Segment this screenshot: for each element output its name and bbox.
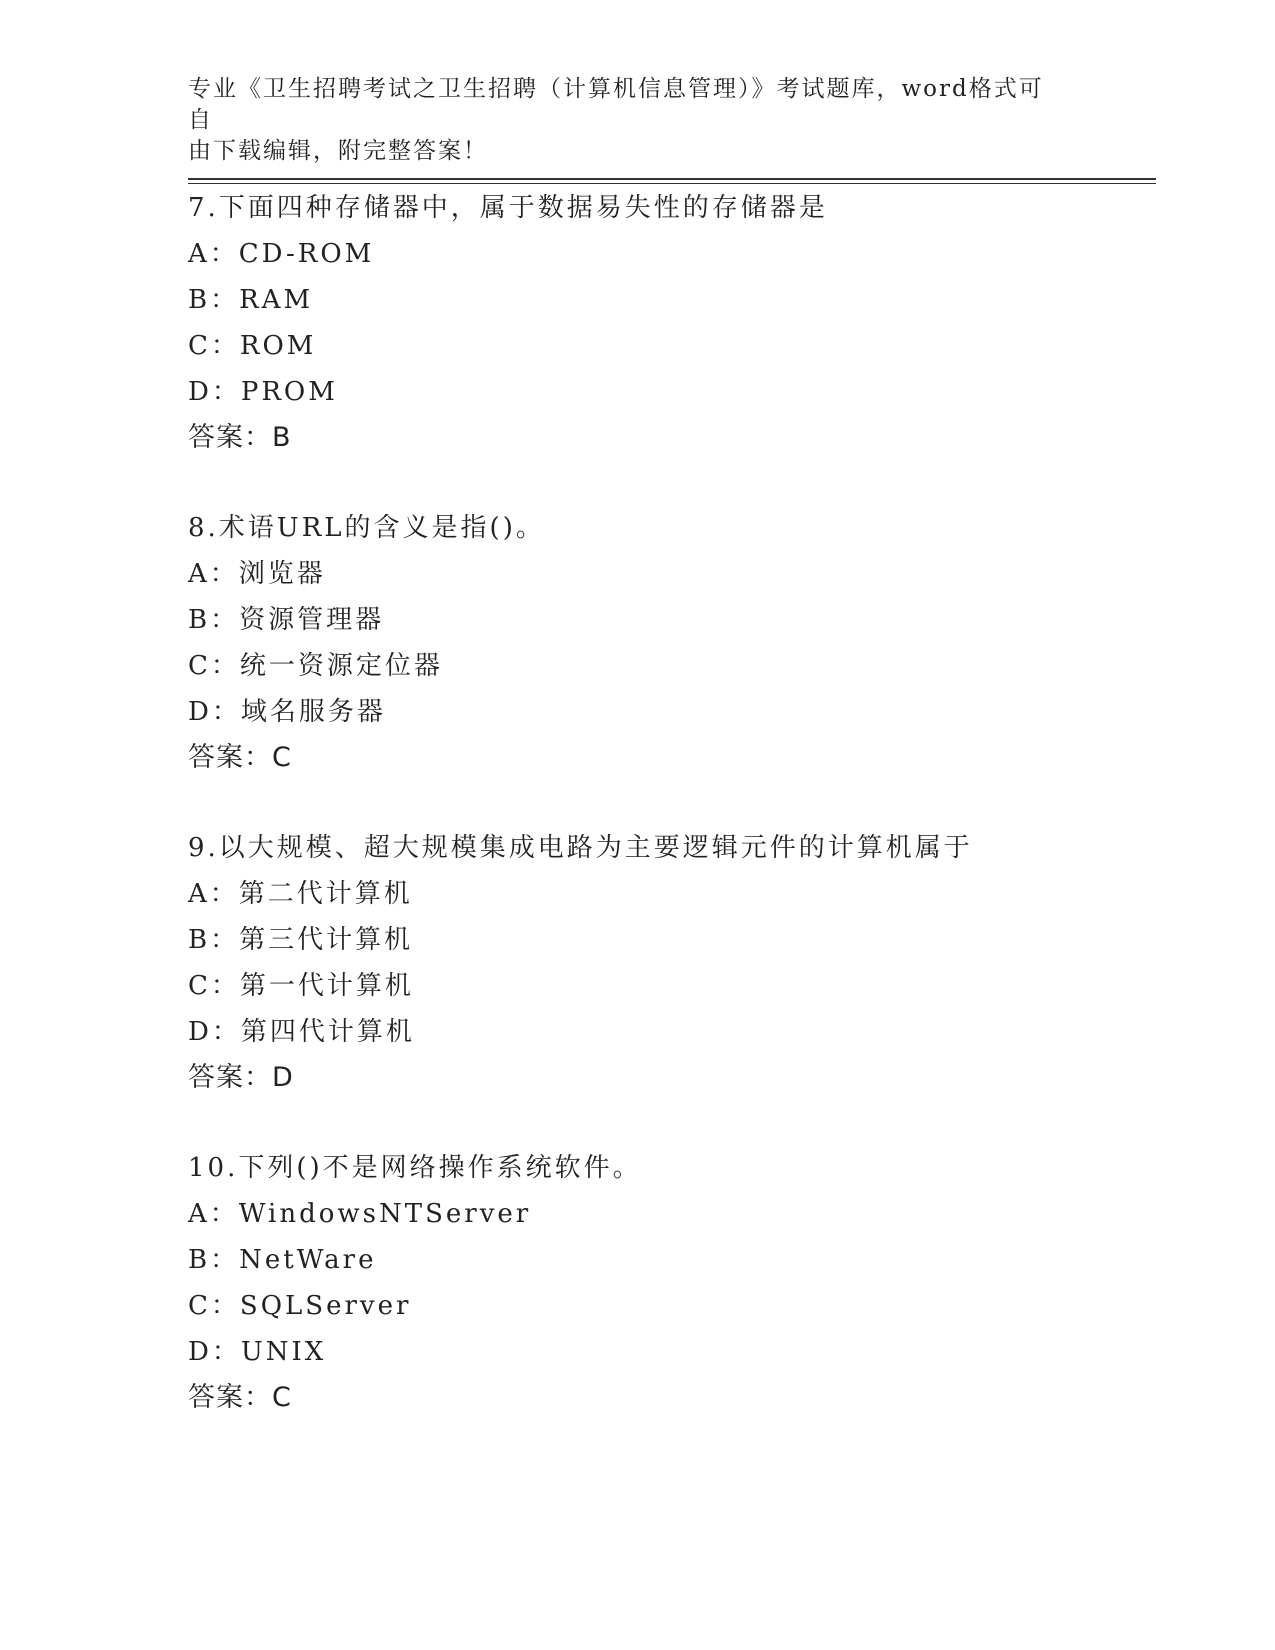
option-d: D：第四代计算机 [188, 1017, 415, 1047]
option-c: C：统一资源定位器 [188, 651, 443, 681]
header-divider-thin [188, 183, 1156, 184]
answer-label: 答案：D [188, 1062, 294, 1093]
question-stem: 8.术语URL的含义是指()。 [188, 513, 545, 543]
answer-label: 答案：C [188, 742, 292, 773]
option-b: B：第三代计算机 [188, 925, 414, 955]
question-block [188, 1145, 1148, 1421]
option-d: D：PROM [188, 377, 338, 407]
option-a: A：WindowsNTServer [188, 1199, 532, 1229]
option-b: B：NetWare [188, 1245, 377, 1275]
option-c: C：第一代计算机 [188, 971, 414, 1001]
option-d: D：UNIX [188, 1337, 327, 1367]
option-d: D：域名服务器 [188, 697, 386, 727]
header-divider-thick [188, 178, 1156, 180]
answer-label: 答案：B [188, 422, 292, 453]
option-c: C：ROM [188, 331, 317, 361]
answer-label: 答案：C [188, 1382, 292, 1413]
question-block [188, 505, 1148, 781]
document-header: 专业《卫生招聘考试之卫生招聘（计算机信息管理）》考试题库，word格式可自 由下载编辑，附完整答案！ [188, 76, 1044, 164]
question-stem: 7.下面四种存储器中，属于数据易失性的存储器是 [188, 193, 828, 223]
question-stem: 9.以大规模、超大规模集成电路为主要逻辑元件的计算机属于 [188, 833, 973, 863]
option-b: B：资源管理器 [188, 605, 385, 635]
option-a: A：第二代计算机 [188, 879, 413, 909]
option-c: C：SQLServer [188, 1291, 412, 1321]
option-b: B：RAM [188, 285, 314, 315]
question-block [188, 825, 1148, 1101]
question-stem: 10.下列()不是网络操作系统软件。 [188, 1153, 642, 1183]
option-a: A：CD-ROM [188, 239, 375, 269]
question-block [188, 185, 1148, 461]
option-a: A：浏览器 [188, 559, 326, 589]
